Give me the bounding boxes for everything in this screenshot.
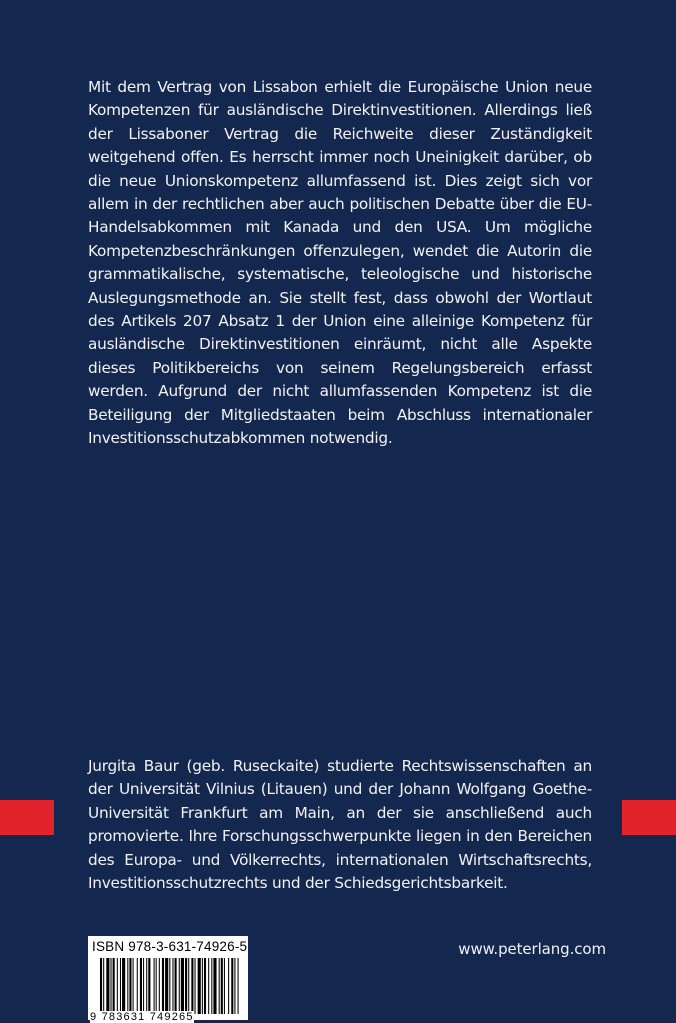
barcode-bar bbox=[195, 958, 196, 1014]
barcode-bar bbox=[165, 958, 168, 1014]
publisher-url: www.peterlang.com bbox=[458, 940, 606, 958]
barcode-bar bbox=[221, 958, 223, 1014]
barcode-bar bbox=[159, 958, 160, 1014]
isbn-label: ISBN 978-3-631-74926-5 bbox=[92, 939, 248, 954]
barcode-bar bbox=[148, 958, 150, 1014]
barcode-bar bbox=[172, 958, 173, 1014]
barcode-bar bbox=[204, 958, 206, 1014]
barcode-bar bbox=[185, 958, 187, 1014]
barcode-bar bbox=[156, 958, 157, 1014]
barcode-bar bbox=[106, 958, 109, 1014]
barcode-bar bbox=[120, 958, 121, 1014]
barcode-bar bbox=[211, 958, 212, 1014]
barcode-bar bbox=[208, 958, 209, 1014]
barcode-bar bbox=[133, 958, 134, 1014]
barcode-bar bbox=[179, 958, 180, 1014]
barcode-bar bbox=[198, 958, 201, 1014]
barcode-bar bbox=[111, 958, 112, 1014]
barcode-bar bbox=[113, 958, 115, 1014]
barcode-bar bbox=[117, 958, 118, 1014]
author-biography: Jurgita Baur (geb. Ruseckaite) studierte Rechtswissenschaften an der Universität Vilnius (Litauen) und der Johann Wolfgang Goethe-Universität Frankfurt am Main, an der sie anschließend auch promovierte. Ihre Forschungsschwerpunkte liegen in den Bereichen des Europa- und Völkerrechts, internationalen Wirtschaftsrechts, Investitionsschutzrechts und der Schiedsgerichtsbarkeit. bbox=[88, 757, 592, 893]
red-accent-bar-right bbox=[622, 800, 676, 835]
barcode-bar bbox=[100, 958, 102, 1014]
isbn-barcode bbox=[88, 936, 248, 1023]
barcode-bar bbox=[103, 958, 104, 1014]
barcode-bar bbox=[224, 958, 225, 1014]
barcode-bar bbox=[191, 958, 193, 1014]
barcode-bar bbox=[169, 958, 170, 1014]
barcode-bar bbox=[122, 958, 125, 1014]
barcode-bar bbox=[234, 958, 235, 1014]
barcode-bar bbox=[146, 958, 147, 1014]
barcode-bar bbox=[175, 958, 177, 1014]
red-accent-bar-left bbox=[0, 800, 54, 835]
barcode-bar bbox=[202, 958, 203, 1014]
barcode-bar bbox=[140, 958, 142, 1014]
barcode-bar bbox=[127, 958, 128, 1014]
barcode-bar bbox=[181, 958, 184, 1014]
barcode-bar bbox=[213, 958, 216, 1014]
barcode-bar bbox=[219, 958, 220, 1014]
barcode-bar bbox=[188, 958, 189, 1014]
barcode-bar bbox=[129, 958, 131, 1014]
back-cover-blurb: Mit dem Vertrag von Lissabon erhielt die Europäische Union neue Kompetenzen für ausländische Direktinvestitionen. Allerdings ließ der Lissaboner Vertrag die Reichweite dieser Zuständigkeit weitgehend offen. Es herrscht immer noch Uneinigkeit darüber, ob die neue Unionskompetenz allumfassend ist. Dies zeigt sich vor allem in der rechtlichen aber auch politischen Debatte über die EU-Handelsabkommen mit Kanada und den USA. Um mögliche Kompetenzbeschränkungen offenzulegen, wendet die Autorin die grammatikalische, systematische, teleologische und historische Auslegungsmethode an. Sie stellt fest, dass obwohl der Wortlaut des Artikels 207 Absatz 1 der Union eine alleinige Kompetenz für ausländische Direktinvestitionen einräumt, nicht alle Aspekte dieses Politikbereichs von seinem Regelungsbereich erfasst werden. Aufgrund der nicht allumfassenden Kompetenz ist die Beteiligung der Mitgliedstaaten beim Abschluss internationaler Investitionsschutzabkommen notwendig. bbox=[88, 78, 592, 448]
barcode-bar bbox=[154, 958, 155, 1014]
barcode-bar bbox=[238, 958, 239, 1014]
barcode-number: 9 783631 749265 bbox=[90, 1011, 194, 1023]
barcode-bar bbox=[143, 958, 144, 1014]
barcode-bar bbox=[228, 958, 229, 1014]
barcode-bar bbox=[137, 958, 138, 1014]
barcode-bar bbox=[162, 958, 164, 1014]
barcode-bar bbox=[231, 958, 233, 1014]
